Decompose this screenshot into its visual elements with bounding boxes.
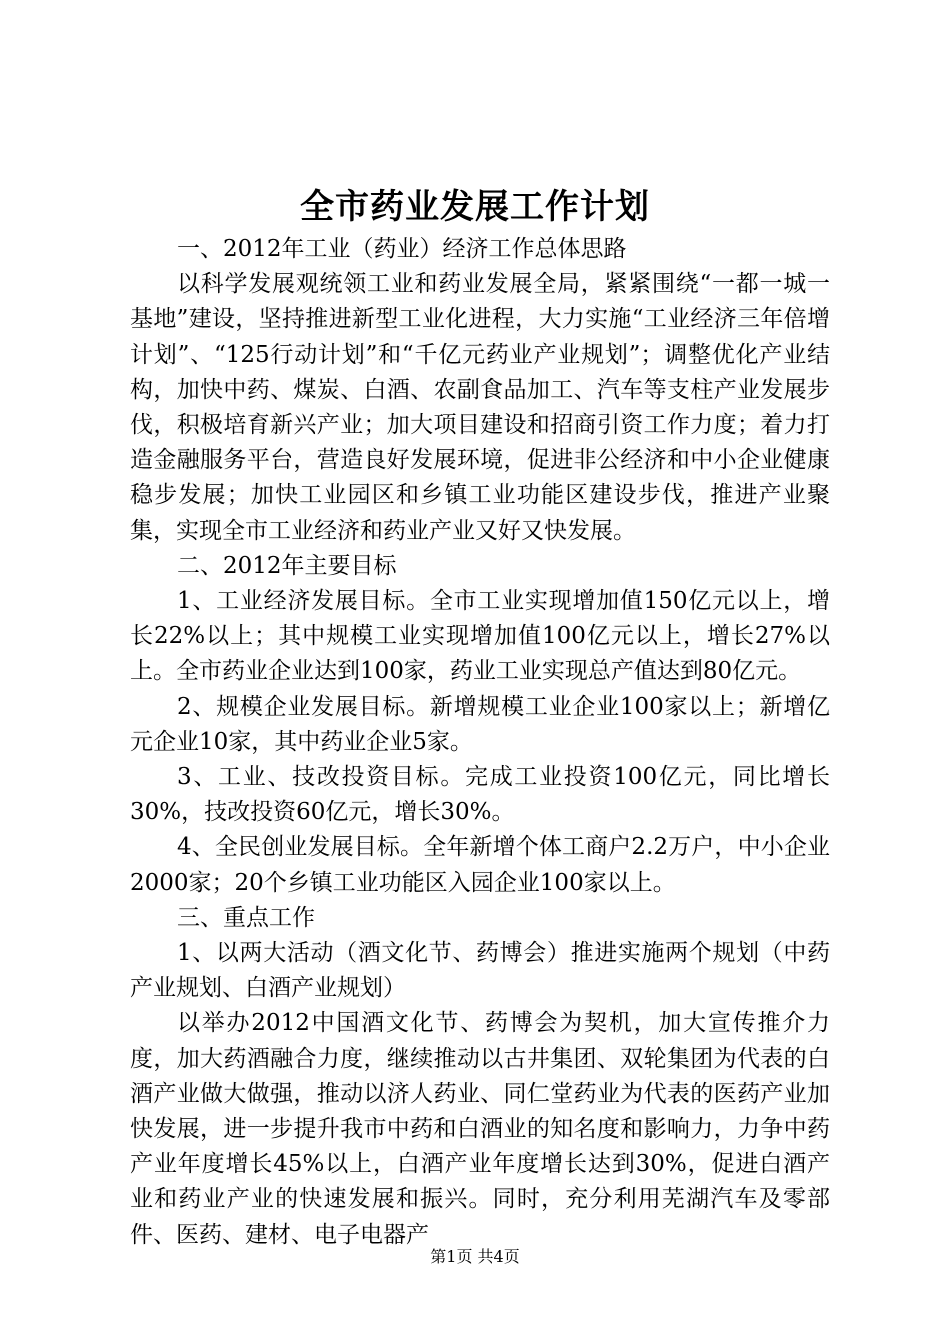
paragraph-goal-2: 2、规模企业发展目标。新增规模工业企业100家以上；新增亿元企业10家，其中药业企业5家。	[130, 693, 830, 755]
page-footer: 第1页 共4页	[430, 1247, 520, 1266]
paragraph-key-work-1-body: 以举办2012中国酒文化节、药博会为契机，加大宣传推介力度，加大药酒融合力度，继续推动以古井集团、双轮集团为代表的白酒产业做大做强，推动以济人药业、同仁堂药业为代表的医药产业加快发展，进一步提升我市中药和白酒业的知名度和影响力，力争中药产业年度增长45%以上，白酒产业年度增长达到30%，促进白酒产业和药业产业的快速发展和振兴。同时，充分利用芜湖汽车及零部件、医药、建材、电子电器产	[130, 1010, 830, 1248]
document-body	[130, 232, 830, 1253]
paragraph-key-work-1-title: 1、以两大活动（酒文化节、药博会）推进实施两个规划（中药产业规划、白酒产业规划）	[130, 940, 830, 1002]
section-heading-3: 三、重点工作	[177, 904, 315, 931]
document-title: 全市药业发展工作计划	[300, 187, 650, 227]
paragraph-overall-approach: 以科学发展观统领工业和药业发展全局，紧紧围绕“一都一城一基地”建设，坚持推进新型工业化进程，大力实施“工业经济三年倍增计划”、“125行动计划”和“千亿元药业产业规划”；调整优化产业结构，加快中药、煤炭、白酒、农副食品加工、汽车等支柱产业发展步伐，积极培育新兴产业；加大项目建设和招商引资工作力度；着力打造金融服务平台，营造良好发展环境，促进非公经济和中小企业健康稳步发展；加快工业园区和乡镇工业功能区建设步伐，推进产业聚集，实现全市工业经济和药业产业又好又快发展。	[130, 271, 830, 544]
section-heading-2: 二、2012年主要目标	[177, 552, 397, 579]
paragraph-goal-4: 4、全民创业发展目标。全年新增个体工商户2.2万户，中小企业2000家；20个乡镇工业功能区入园企业100家以上。	[130, 834, 830, 896]
paragraph-goal-1: 1、工业经济发展目标。全市工业实现增加值150亿元以上，增长22%以上；其中规模工业实现增加值100亿元以上，增长27%以上。全市药业企业达到100家，药业工业实现总产值达到80亿元。	[130, 588, 830, 685]
paragraph-goal-3: 3、工业、技改投资目标。完成工业投资100亿元，同比增长30%，技改投资60亿元，增长30%。	[130, 764, 830, 826]
section-heading-1: 一、2012年工业（药业）经济工作总体思路	[177, 236, 627, 262]
